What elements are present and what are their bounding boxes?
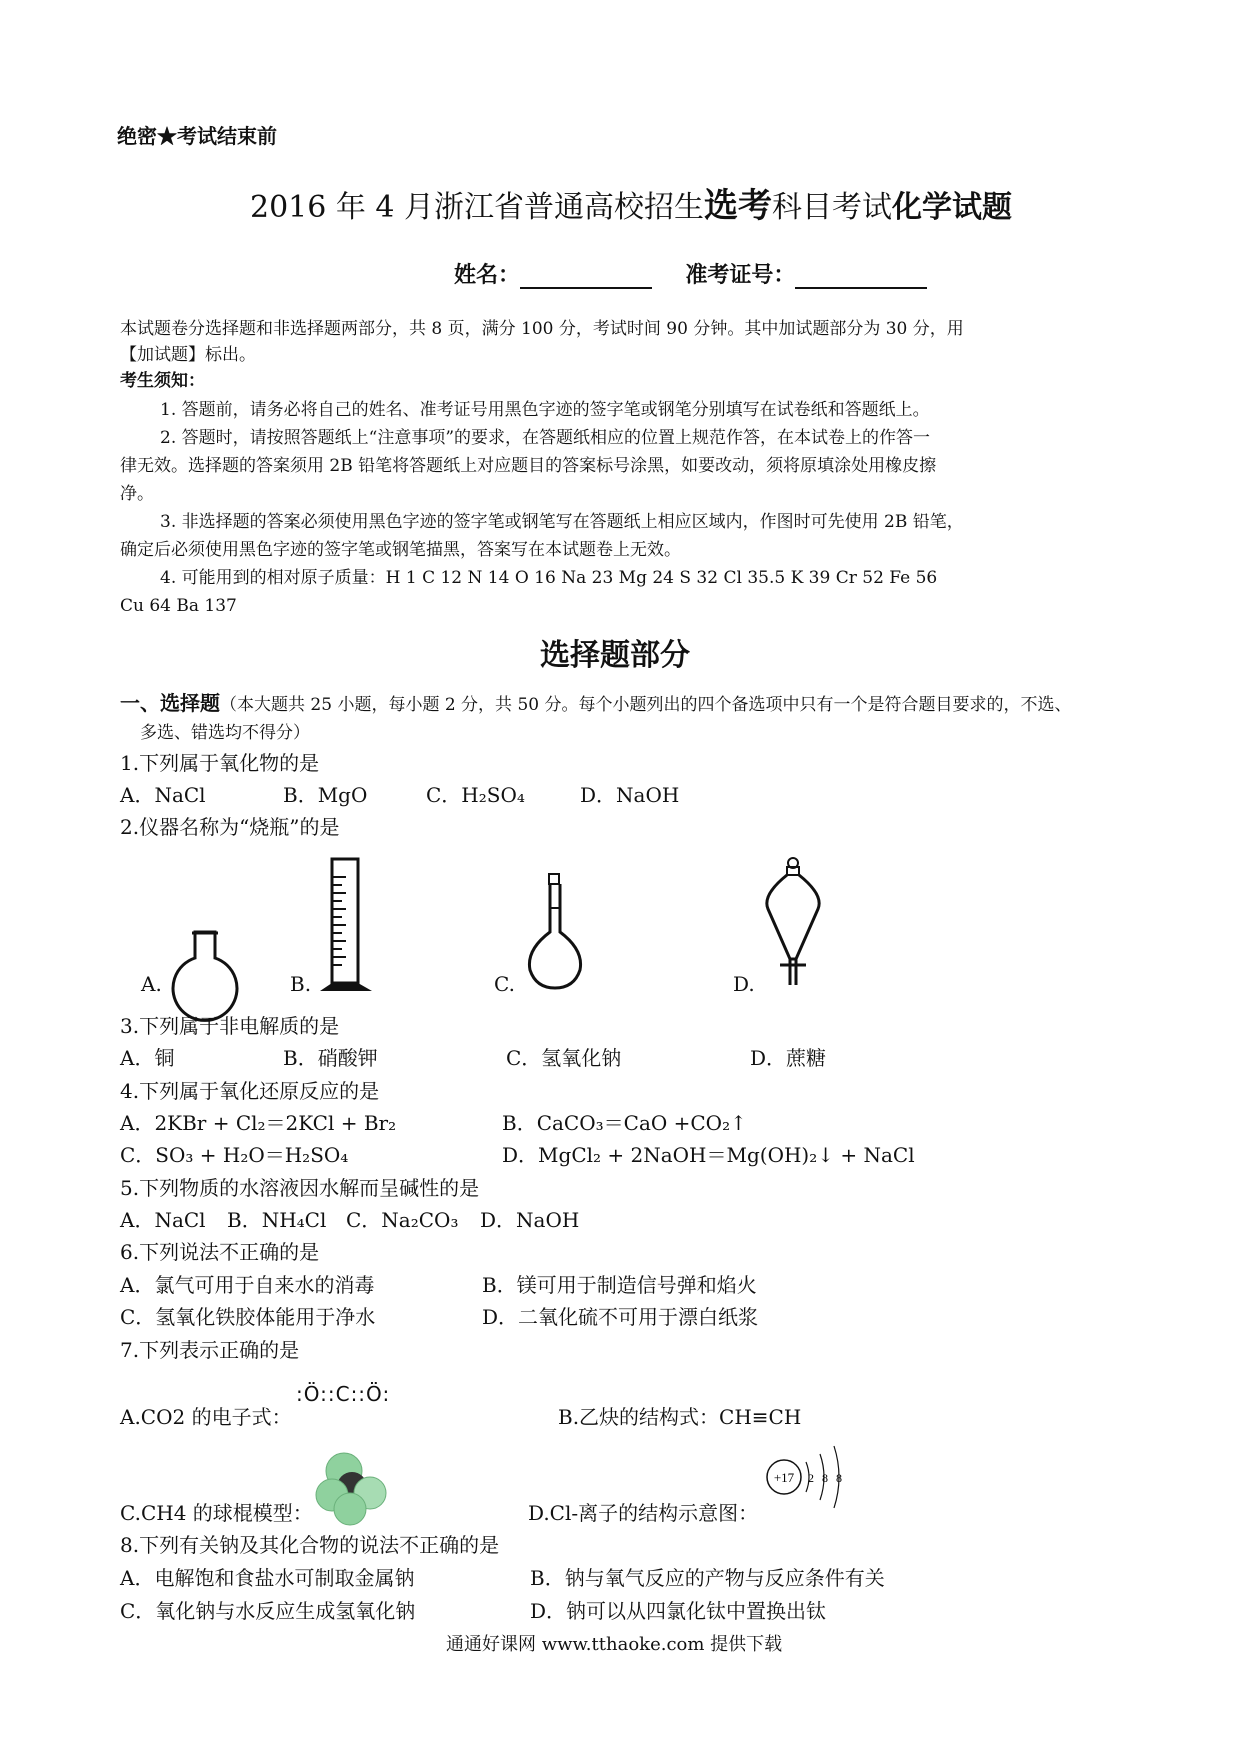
q2-label-b: B. — [290, 972, 312, 996]
q3-stem: 3.下列属于非电解质的是 — [120, 1014, 340, 1038]
q1-option-b: B．MgO — [283, 783, 368, 807]
q6-stem: 6.下列说法不正确的是 — [120, 1240, 320, 1264]
notice-3b: 确定后必须使用黑色字迹的签字笔或钢笔描黑，答案写在本试题卷上无效。 — [120, 540, 681, 560]
q1-option-a: A．NaCl — [120, 783, 206, 807]
part-desc-2: 多选、错选均不得分） — [140, 723, 310, 743]
separatory-funnel-icon — [760, 855, 830, 990]
shell-1-electrons: 2 — [808, 1471, 814, 1485]
q7-option-c: C.CH4 的球棍模型： — [120, 1501, 313, 1525]
q7-option-a: A.CO2 的电子式： — [120, 1405, 292, 1429]
id-blank — [795, 265, 927, 289]
notice-title: 考生须知： — [120, 371, 205, 391]
candidate-info — [454, 258, 927, 289]
notice-2a: 2. 答题时，请按照答题纸上“注意事项”的要求，在答题纸相应的位置上规范作答，在本试卷上的作答一 — [160, 428, 931, 448]
notice-3a: 3. 非选择题的答案必须使用黑色字迹的签字笔或钢笔写在答题纸上相应区域内，作图时可先使用 2B 铅笔， — [160, 512, 964, 532]
methane-model-icon — [312, 1447, 392, 1527]
q8-option-b: B．钠与氧气反应的产物与反应条件有关 — [530, 1566, 885, 1590]
q5-stem: 5.下列物质的水溶液因水解而呈碱性的是 — [120, 1176, 480, 1200]
q8-option-c: C．氧化钠与水反应生成氢氧化钠 — [120, 1599, 416, 1623]
q8-option-a: A．电解饱和食盐水可制取金属钠 — [120, 1566, 415, 1590]
q3-option-a: A．铜 — [120, 1046, 175, 1070]
graduated-cylinder-icon — [316, 855, 376, 995]
q6-option-a: A．氯气可用于自来水的消毒 — [120, 1273, 375, 1297]
q4-option-d: D．MgCl₂ + 2NaOH＝Mg(OH)₂↓ + NaCl — [502, 1143, 915, 1167]
name-label: 姓名： — [454, 262, 521, 288]
q5-option-d: D．NaOH — [480, 1208, 580, 1232]
q2-stem: 2.仪器名称为“烧瓶”的是 — [120, 815, 340, 839]
q6-option-c: C．氢氧化铁胶体能用于净水 — [120, 1305, 376, 1329]
q3-option-c: C．氢氧化钠 — [506, 1046, 622, 1070]
q2-label-c: C. — [494, 972, 515, 996]
q5-option-b: B．NH₄Cl — [227, 1208, 327, 1232]
intro-line-2: 【加试题】标出。 — [120, 345, 256, 365]
intro-line-1: 本试题卷分选择题和非选择题两部分，共 8 页，满分 100 分，考试时间 90 分钟。其中加试题部分为 30 分，用 — [120, 319, 964, 339]
title-part-3: 科目考试 — [772, 190, 893, 225]
name-blank — [520, 265, 652, 289]
id-label: 准考证号： — [685, 262, 796, 288]
part-desc-1: （本大题共 25 小题，每小题 2 分，共 50 分。每个小题列出的四个备选项中只有一个是符合题目要求的，不选、 — [220, 695, 1072, 715]
notice-1: 1. 答题前，请务必将自己的姓名、准考证号用黑色字迹的签字笔或钢笔分别填写在试卷纸和答题纸上。 — [160, 400, 930, 420]
part-heading — [120, 687, 1072, 716]
shell-3-electrons: 8 — [836, 1471, 842, 1485]
footer-source: 通通好课网 www.tthaoke.com 提供下载 — [446, 1634, 783, 1655]
q8-stem: 8.下列有关钠及其化合物的说法不正确的是 — [120, 1533, 500, 1557]
round-bottom-flask-icon — [160, 930, 250, 1010]
q3-option-d: D．蔗糖 — [750, 1046, 827, 1070]
part-label: 一、选择题 — [120, 691, 220, 715]
q4-stem: 4.下列属于氧化还原反应的是 — [120, 1079, 380, 1103]
q1-option-c: C．H₂SO₄ — [426, 783, 525, 807]
confidential-mark: 绝密★考试结束前 — [117, 124, 277, 148]
volumetric-flask-icon — [520, 872, 590, 992]
notice-2b: 律无效。选择题的答案须用 2B 铅笔将答题纸上对应题目的答案标号涂黑，如要改动，须将原填涂处用橡皮擦 — [120, 456, 937, 476]
nucleus-charge: +17 — [773, 1470, 795, 1485]
q7-stem: 7.下列表示正确的是 — [120, 1338, 300, 1362]
q2-label-d: D. — [733, 972, 755, 996]
q4-option-a: A．2KBr + Cl₂＝2KCl + Br₂ — [120, 1111, 397, 1135]
notice-4a: 4. 可能用到的相对原子质量：H 1 C 12 N 14 O 16 Na 23 Mg 24 S 32 Cl 35.5 K 39 Cr 52 Fe 56 — [160, 568, 938, 588]
q4-option-b: B．CaCO₃＝CaO +CO₂↑ — [502, 1111, 747, 1135]
co2-electron-formula: :Ö::C::Ö: — [296, 1382, 391, 1406]
chloride-ion-diagram-icon — [762, 1440, 872, 1510]
q7-option-d: D.Cl-离子的结构示意图： — [528, 1501, 759, 1525]
q5-option-c: C．Na₂CO₃ — [346, 1208, 459, 1232]
page-title — [250, 178, 1012, 227]
q2-label-a: A. — [141, 972, 162, 996]
notice-4b: Cu 64 Ba 137 — [120, 596, 237, 616]
q1-option-d: D．NaOH — [580, 783, 680, 807]
q4-option-c: C．SO₃ + H₂O＝H₂SO₄ — [120, 1143, 349, 1167]
title-part-4: 化学试题 — [892, 190, 1013, 225]
q8-option-d: D．钠可以从四氯化钛中置换出钛 — [530, 1599, 827, 1623]
title-part-1: 2016 年 4 月浙江省普通高校招生 — [250, 190, 705, 225]
q6-option-b: B．镁可用于制造信号弹和焰火 — [482, 1273, 757, 1297]
q3-option-b: B．硝酸钾 — [283, 1046, 378, 1070]
q6-option-d: D．二氧化硫不可用于漂白纸浆 — [482, 1305, 759, 1329]
section-title: 选择题部分 — [540, 638, 690, 673]
q7-option-b: B.乙炔的结构式：CH≡CH — [558, 1405, 802, 1429]
title-part-2: 选考 — [704, 186, 773, 226]
q1-stem: 1.下列属于氧化物的是 — [120, 751, 320, 775]
q5-option-a: A．NaCl — [120, 1208, 206, 1232]
notice-2c: 净。 — [120, 484, 154, 504]
shell-2-electrons: 8 — [822, 1471, 828, 1485]
